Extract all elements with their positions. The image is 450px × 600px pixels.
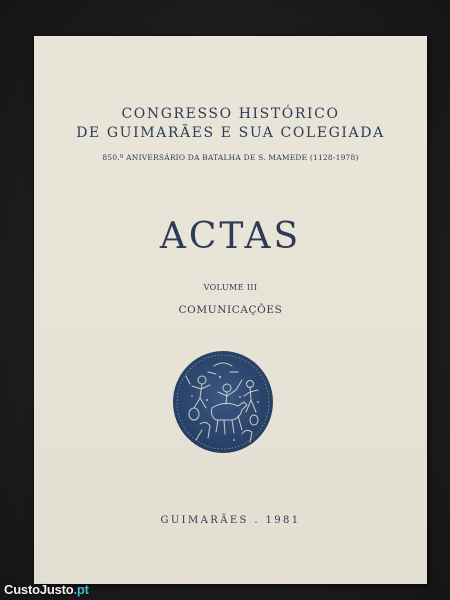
medieval-battle-seal-icon <box>172 350 274 454</box>
cover-volume: VOLUME III <box>203 283 258 292</box>
cover-main-title: ACTAS <box>159 216 302 257</box>
cover-subtitle: 850.º ANIVERSÁRIO DA BATALHA DE S. MAMEDE (1128-1978) <box>102 153 359 162</box>
cover-title-line1: CONGRESSO HISTÓRICO <box>121 106 340 122</box>
cover-title-line2: DE GUIMARÃES E SUA COLEGIADA <box>76 125 385 141</box>
watermark-text-domain: .pt <box>73 582 89 597</box>
book-cover <box>34 36 427 584</box>
site-watermark-logo <box>4 582 89 597</box>
watermark-text-main: CustoJusto <box>4 582 74 597</box>
cover-section: COMUNICAÇÕES <box>178 304 283 316</box>
cover-place-year: GUIMARÃES . 1981 <box>160 515 301 526</box>
